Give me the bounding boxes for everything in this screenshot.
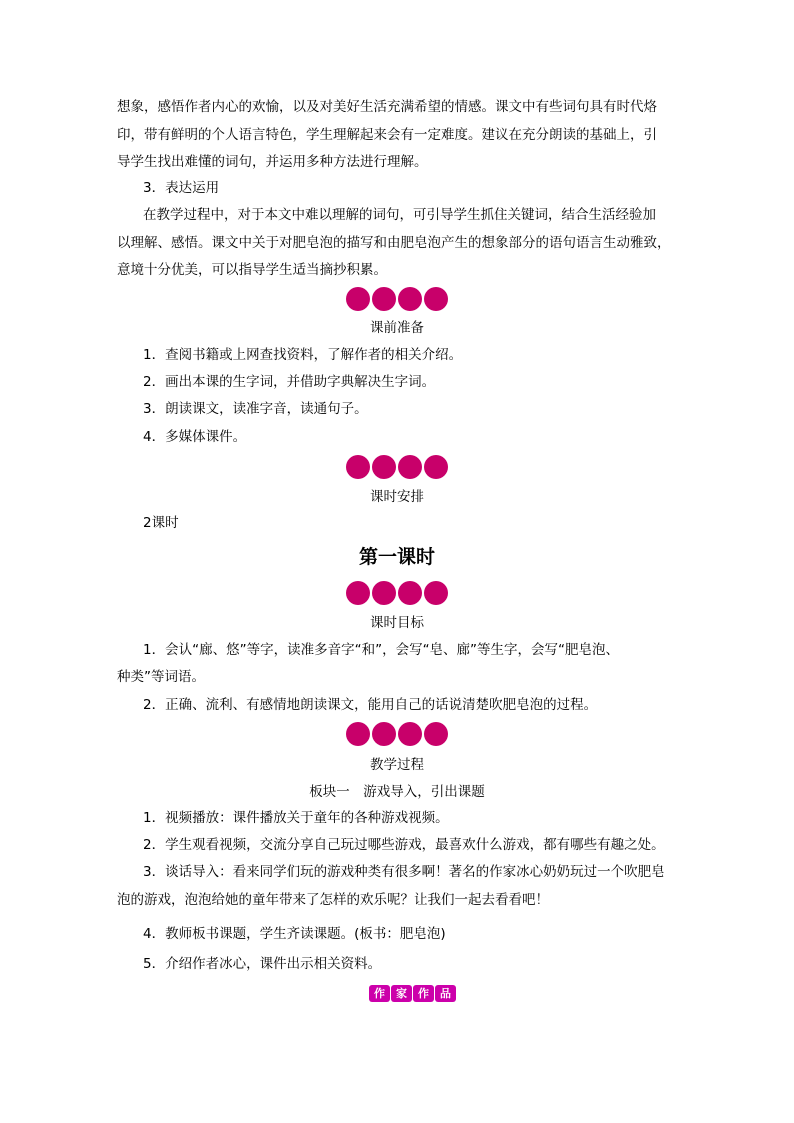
prep-item: 2．画出本课的生字词，并借助字典解决生字词。 [143,374,436,390]
divider-dot [424,287,448,311]
divider-dot [398,287,422,311]
process-item: 4．教师板书课题，学生齐读课题。(板书：肥皂泡) [143,926,446,942]
badge-char: 作 [413,985,434,1002]
section-divider-dots [0,722,794,748]
divider-dot [346,455,370,479]
goals-line-3: 2．正确、流利、有感情地朗读课文，能用自己的话说清楚吹肥皂泡的过程。 [143,697,598,713]
divider-dot [346,287,370,311]
process-item: 1．视频播放：课件播放关于童年的各种游戏视频。 [143,810,449,826]
section-divider-dots [0,455,794,481]
process-item: 5．介绍作者冰心，课件出示相关资料。 [143,956,382,972]
badge-char: 家 [391,985,412,1002]
section-divider-dots [0,581,794,607]
section-3-line-3: 意境十分优美，可以指导学生适当摘抄积累。 [117,262,387,278]
divider-dot [424,581,448,605]
goals-line-2: 种类”等词语。 [117,669,205,685]
section-3-heading: 3．表达运用 [143,180,220,196]
intro-line-1: 想象，感悟作者内心的欢愉，以及对美好生活充满希望的情感。课文中有些词句具有时代烙 [117,99,657,115]
process-item-cont: 泡的游戏，泡泡给她的童年带来了怎样的欢乐呢？让我们一起去看看吧！ [117,892,549,908]
process-item: 2．学生观看视频，交流分享自己玩过哪些游戏，最喜欢什么游戏，都有哪些有趣之处。 [143,837,665,853]
process-title: 教学过程 [370,757,424,773]
divider-dot [398,722,422,746]
divider-dot [398,581,422,605]
process-item: 3．谈话导入：看来同学们玩的游戏种类有很多啊！著名的作家冰心奶奶玩过一个吹肥皂 [143,864,665,880]
divider-dot [424,455,448,479]
divider-dot [346,581,370,605]
goals-title: 课时目标 [370,615,424,631]
intro-line-2: 印，带有鲜明的个人语言特色，学生理解起来会有一定难度。建议在充分朗读的基础上，引 [117,127,657,143]
divider-dot [398,455,422,479]
section-3-line-1: 在教学过程中，对于本文中难以理解的词句，可引导学生抓住关键词，结合生活经验加 [143,207,656,223]
badge-char: 品 [435,985,456,1002]
divider-dot [372,287,396,311]
goals-line-1: 1．会认“廊、悠”等字，读准多音字“和”，会写“皂、廊”等生字，会写“肥皂泡、 [143,642,620,658]
section-3-line-2: 以理解、感悟。课文中关于对肥皂泡的描写和由肥皂泡产生的想象部分的语句语言生动雅致， [117,235,671,251]
schedule-text: 2课时 [143,515,179,531]
divider-dot [372,581,396,605]
divider-dot [372,722,396,746]
section-divider-dots [0,287,794,313]
divider-dot [346,722,370,746]
intro-line-3: 导学生找出难懂的词句，并运用多种方法进行理解。 [117,154,428,170]
prep-item: 3．朗读课文，读准字音，读通句子。 [143,401,368,417]
author-works-badge [369,985,457,1003]
divider-dot [424,722,448,746]
prep-title: 课前准备 [370,320,424,336]
block-1-heading: 板块一 游戏导入，引出课题 [309,784,485,800]
badge-char: 作 [369,985,390,1002]
prep-item: 4．多媒体课件。 [143,429,247,445]
divider-dot [372,455,396,479]
schedule-title: 课时安排 [370,489,424,505]
prep-item: 1．查阅书籍或上网查找资料，了解作者的相关介绍。 [143,347,463,363]
lesson-1-title: 第一课时 [358,546,435,568]
